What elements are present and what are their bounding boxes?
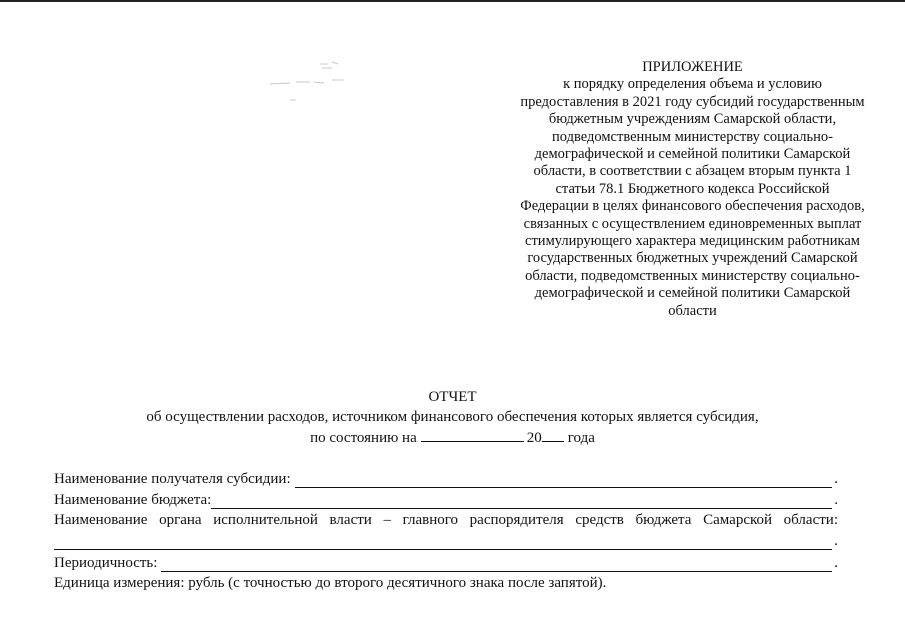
periodicity-row xyxy=(54,552,838,572)
report-title: ОТЧЕТ xyxy=(428,389,477,405)
report-fields xyxy=(54,468,838,593)
periodicity-end-mark: . xyxy=(834,555,838,571)
appendix-block xyxy=(520,59,865,320)
date-blank[interactable] xyxy=(421,428,524,442)
unit-of-measure: Единица измерения: рубль (с точностью до второго десятичного знака после запятой). xyxy=(54,575,607,591)
top-border-line xyxy=(0,0,905,2)
year-prefix: 20 xyxy=(526,430,542,446)
periodicity-field[interactable] xyxy=(161,557,832,572)
report-subtitle: об осуществлении расходов, источником финансового обеспечения которых является субсидия, xyxy=(146,409,759,425)
budget-row xyxy=(54,489,838,509)
recipient-label: Наименование получателя субсидии: xyxy=(54,471,291,487)
appendix-text: к порядку определения объема и условию предоставления в 2021 году субсидий государственным бюджетным учреждениям Самарской области, подведомственным министерству социально-демографической и семейной политики Самарской области, в соответствии с абзацем вторым пункта 1 статьи 78.1 Бюджетного кодекса Российской Федерации в целях финансового обеспечения расходов, связанных с осуществлением единовременных выплат стимулирующего характера медицинским работникам государственных бюджетных учреждений Самарской области, подведомственных министерству социально-демографической и семейной политики Самарской области xyxy=(520,76,865,319)
recipient-row xyxy=(54,468,838,488)
year-blank[interactable] xyxy=(542,428,564,442)
recipient-field[interactable] xyxy=(295,473,833,488)
appendix-title: ПРИЛОЖЕНИЕ xyxy=(642,59,743,75)
faded-stamp-mark xyxy=(262,58,362,108)
authority-label: Наименование органа исполнительной власти – главного распорядителя средств бюджета Самарской области: xyxy=(54,512,838,528)
budget-end-mark: . xyxy=(834,492,838,508)
date-prefix: по состоянию на xyxy=(310,430,417,446)
budget-field[interactable] xyxy=(211,494,832,509)
authority-row xyxy=(54,531,838,550)
year-suffix: года xyxy=(567,430,595,446)
budget-label: Наименование бюджета: xyxy=(54,492,212,508)
authority-end-mark: . xyxy=(834,533,838,549)
recipient-end-mark: . xyxy=(834,471,838,487)
periodicity-label: Периодичность: xyxy=(54,555,158,571)
authority-field[interactable] xyxy=(54,535,832,550)
report-date-line xyxy=(0,428,905,447)
